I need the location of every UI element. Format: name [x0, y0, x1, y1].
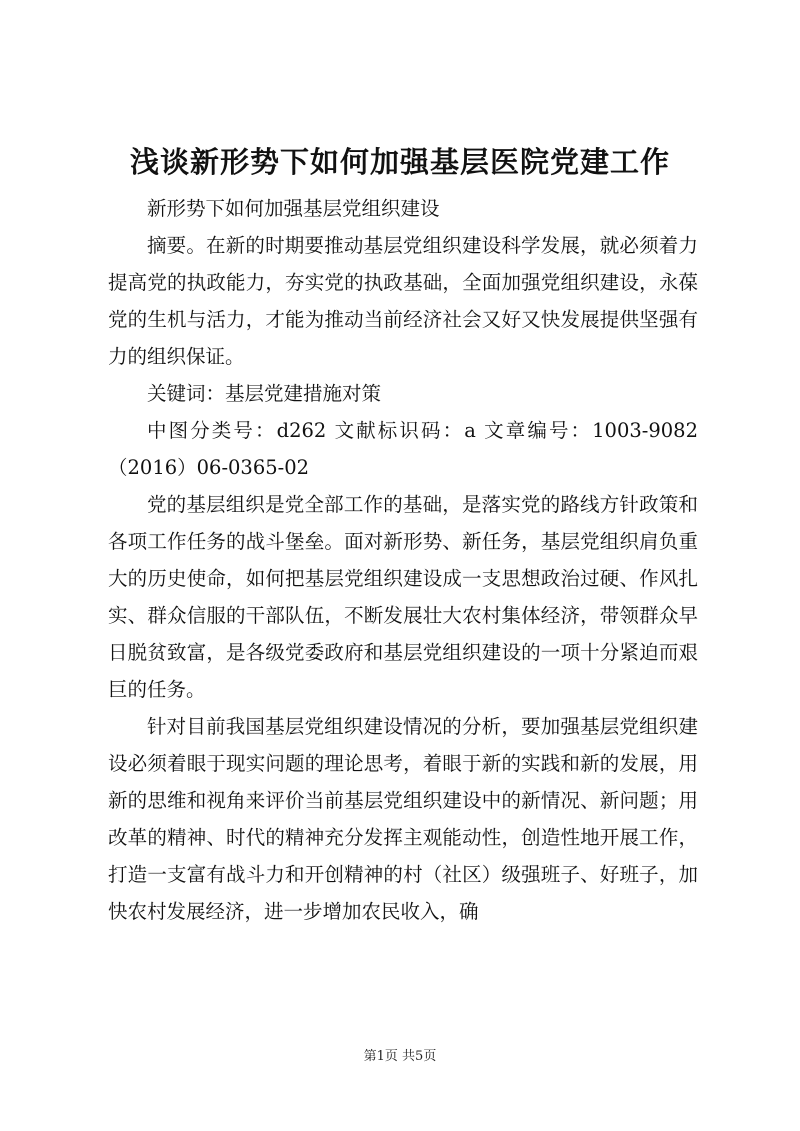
- subtitle-paragraph: 新形势下如何加强基层党组织建设: [147, 197, 440, 220]
- keywords-paragraph: 关键词：基层党建措施对策: [147, 382, 382, 405]
- abstract-paragraph: 摘要。在新的时期要推动基层党组织建设科学发展，就必须着力提高党的执政能力，夯实党的执政基础，全面加强党组织建设，永葆党的生机与活力，才能为推动当前经济社会又好又快发展提供坚强有力的组织保证。: [108, 234, 698, 368]
- document-title: 浅谈新形势下如何加强基层医院党建工作: [129, 145, 670, 179]
- classification-paragraph: 中图分类号：d262 文献标识码：a 文章编号：1003-9082（2016）06-0365-02: [108, 419, 698, 479]
- document-body: [108, 190, 698, 930]
- body-paragraph-1: 党的基层组织是党全部工作的基础，是落实党的路线方针政策和各项工作任务的战斗堡垒。面对新形势、新任务，基层党组织肩负重大的历史使命，如何把基层党组织建设成一支思想政治过硬、作风扎实、群众信服的干部队伍，不断发展壮大农村集体经济，带领群众早日脱贫致富，是各级党委政府和基层党组织建设的一项十分紧迫而艰巨的任务。: [108, 493, 698, 701]
- page-footer: 第1页 共5页: [363, 1049, 437, 1064]
- body-paragraph-2: 针对目前我国基层党组织建设情况的分析，要加强基层党组织建设必须着眼于现实问题的理论思考，着眼于新的实践和新的发展，用新的思维和视角来评价当前基层党组织建设中的新情况、新问题；用改革的精神、时代的精神充分发挥主观能动性，创造性地开展工作，打造一支富有战斗力和开创精神的村（社区）级强班子、好班子，加快农村发展经济，进一步增加农民收入，确: [108, 715, 698, 923]
